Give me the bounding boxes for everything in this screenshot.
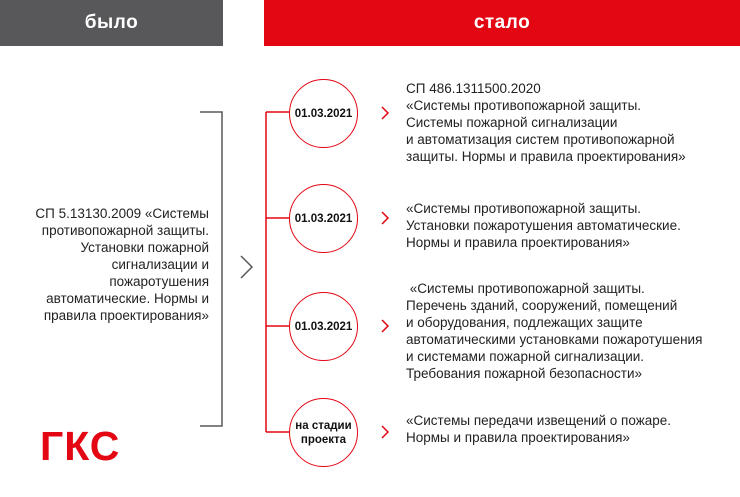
standard-line: автоматическими установками пожаротушения	[406, 332, 703, 347]
old-standard-line: пожаротушения	[109, 274, 209, 289]
standard-line: и оборудования, подлежащих защите	[406, 315, 643, 330]
date-label-line: на стадии	[295, 419, 352, 432]
date-label-line: проекта	[300, 433, 347, 446]
standard-line: «Системы передачи извещений о пожаре.	[406, 413, 672, 428]
old-standard-line: СП 5.13130.2009 «Системы	[35, 206, 209, 221]
standard-line: Перечень зданий, сооружений, помещений	[406, 298, 678, 313]
date-label: 01.03.2021	[294, 107, 353, 120]
standard-line: Системы пожарной сигнализации	[406, 115, 618, 130]
header-before: было	[0, 0, 223, 46]
new-standard-text-4	[406, 412, 731, 446]
new-standard-text-2	[406, 200, 731, 251]
chevron-1	[382, 107, 388, 119]
company-logo: ГКС	[40, 423, 121, 469]
date-label: 01.03.2021	[294, 212, 353, 225]
standard-line: Требования пожарной безопасности»	[406, 366, 642, 381]
chevron-2	[382, 212, 388, 224]
standard-line: и автоматизация систем противопожарной	[406, 132, 675, 147]
date-circle-1	[289, 79, 358, 148]
standard-line: и системами пожарной сигнализации.	[406, 349, 645, 364]
standard-line: защиты. Нормы и правила проектирования»	[406, 149, 686, 164]
chevron-3	[382, 320, 388, 332]
standard-line: «Системы противопожарной защиты.	[406, 98, 642, 113]
standard-line: Нормы и правила проектирования»	[406, 235, 630, 250]
standard-line: Установки пожаротушения автоматические.	[406, 218, 681, 233]
standard-line: «Системы противопожарной защиты.	[406, 201, 642, 216]
chevron-4	[382, 426, 388, 438]
old-standard-line: противопожарной защиты.	[41, 223, 209, 238]
date-circle-2	[289, 184, 358, 253]
old-standard-line: автоматические. Нормы и	[46, 291, 209, 306]
header-after: стало	[264, 0, 740, 46]
new-standard-text-1	[406, 80, 731, 165]
standard-line: СП 486.1311500.2020	[406, 81, 541, 96]
old-standard-line: правила проектирования»	[43, 308, 209, 323]
new-standard-text-3	[406, 280, 731, 382]
old-standard-text	[22, 205, 209, 324]
transition-chevron	[241, 256, 252, 278]
standard-line: «Системы противопожарной защиты.	[406, 281, 645, 296]
date-circle-4	[289, 398, 358, 467]
date-label: 01.03.2021	[294, 320, 353, 333]
standard-line: Нормы и правила проектирования»	[406, 430, 630, 445]
old-standard-line: сигнализации и	[111, 257, 209, 272]
date-circle-3	[289, 292, 358, 361]
old-standard-line: Установки пожарной	[80, 240, 209, 255]
